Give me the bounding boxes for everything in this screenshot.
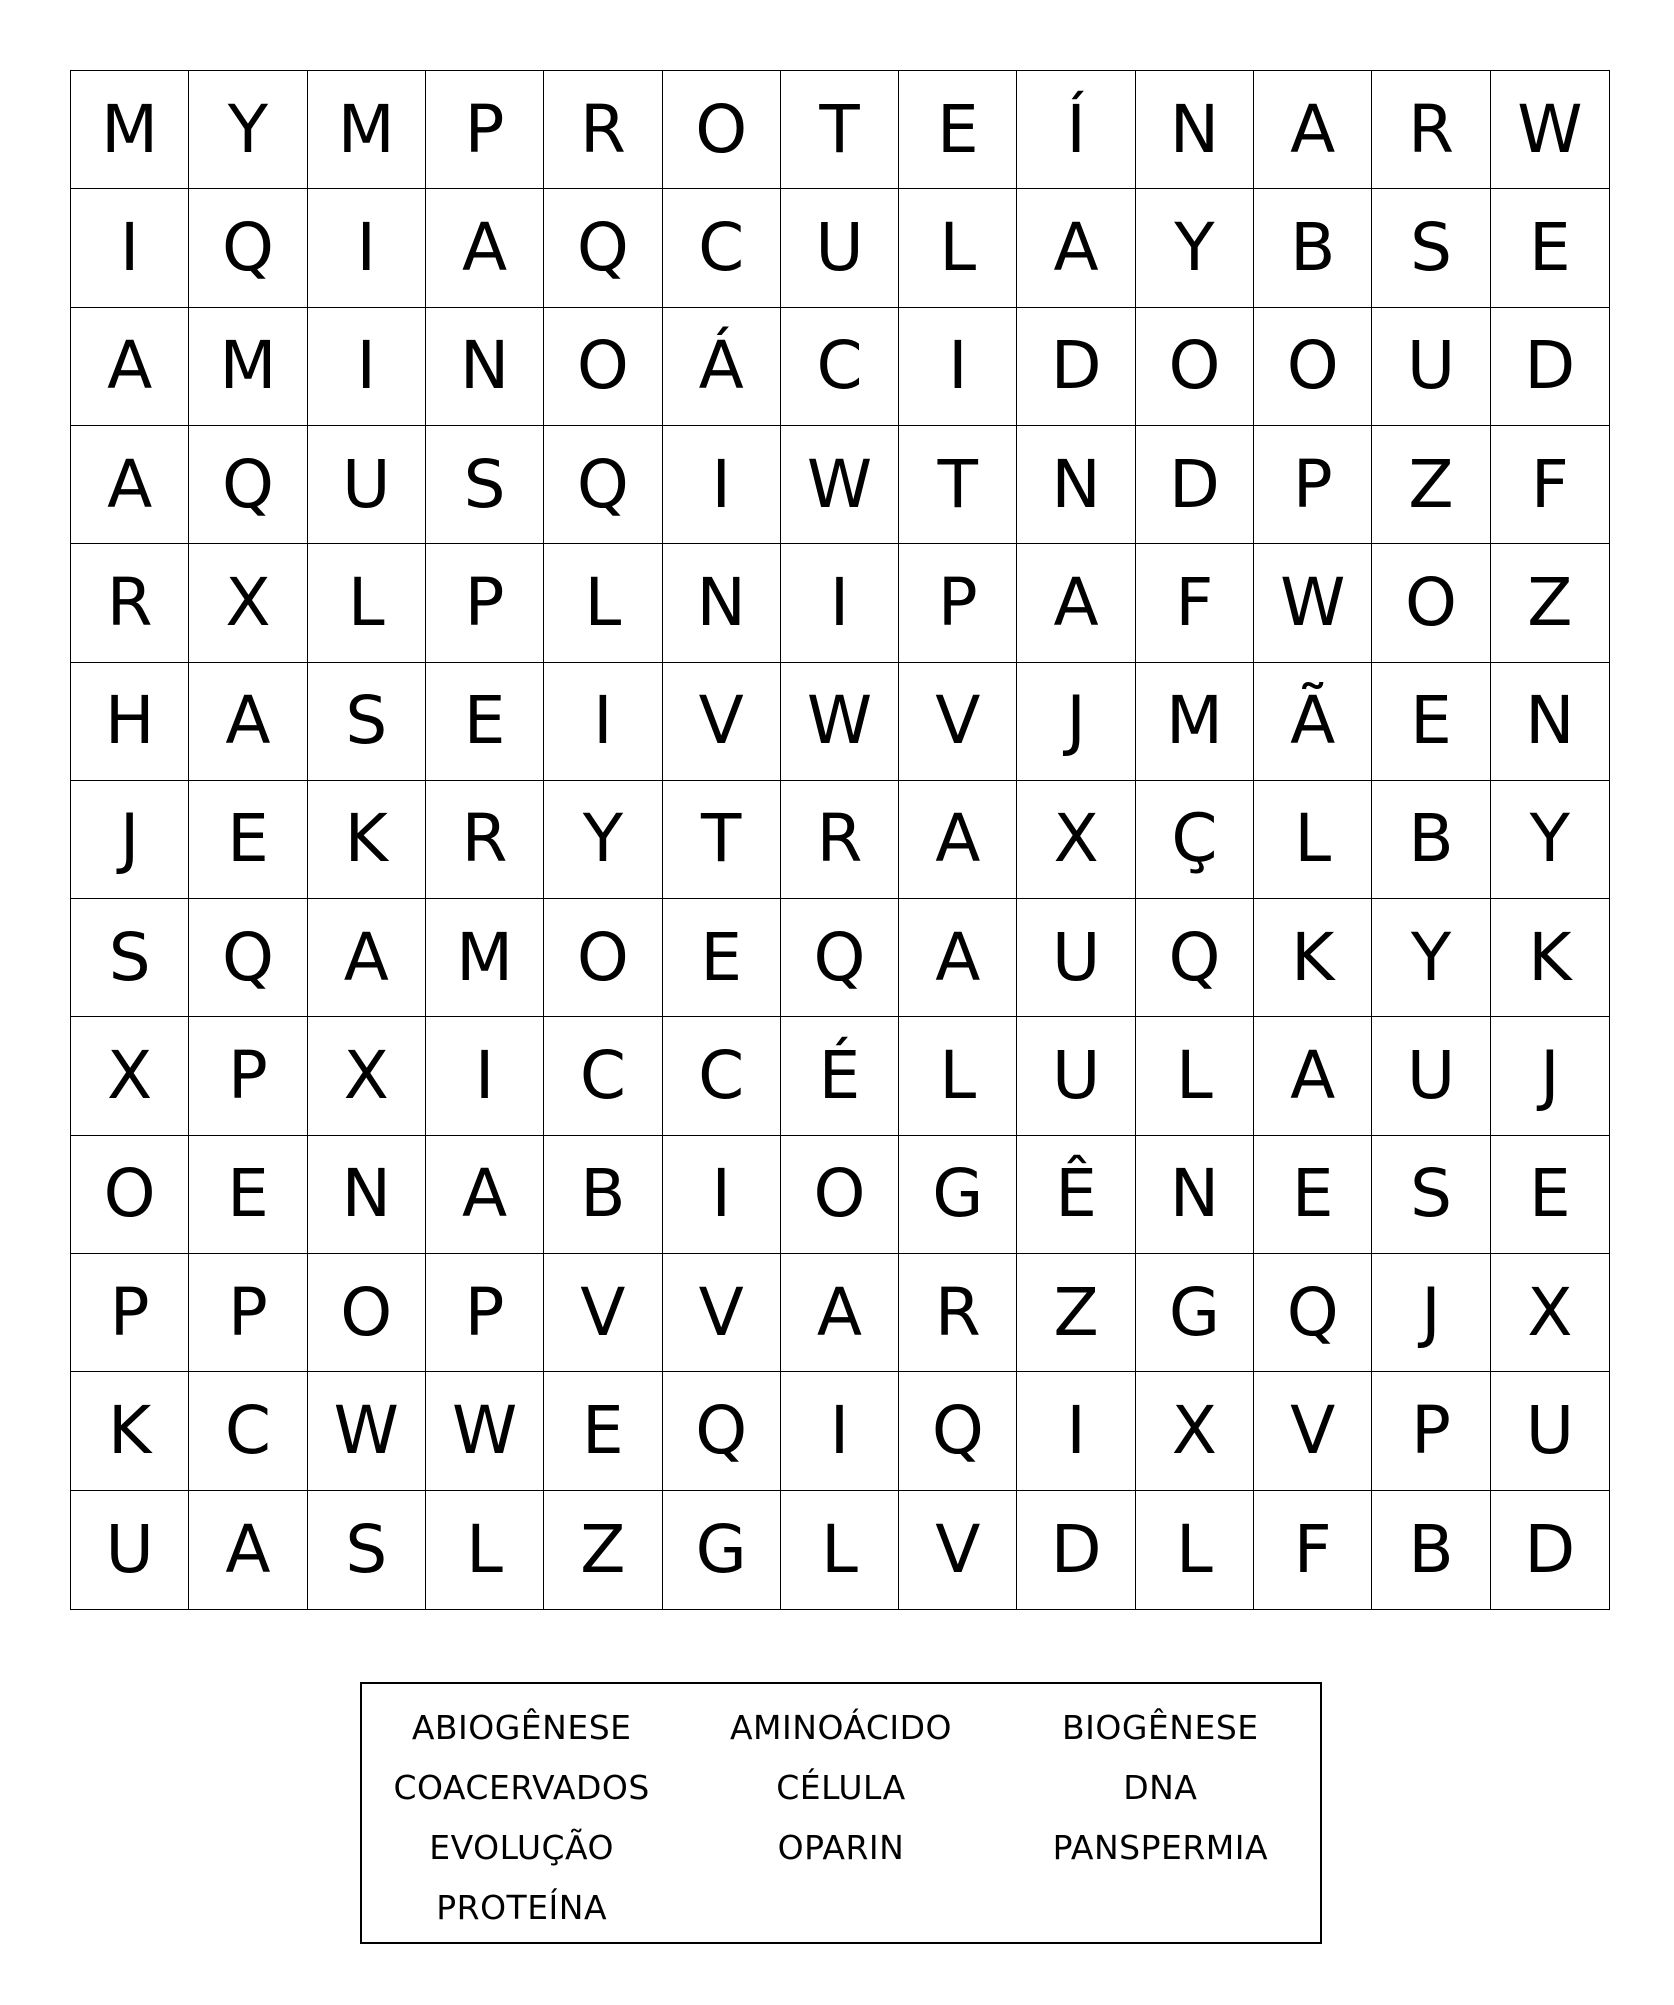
grid-cell[interactable]: J xyxy=(71,781,189,899)
word-bank xyxy=(360,1682,1322,1944)
word-bank-column xyxy=(681,1698,1000,1942)
word-bank-column xyxy=(362,1698,681,1942)
word-bank-word: CÉLULA xyxy=(776,1768,906,1807)
grid-cell[interactable]: N xyxy=(308,1136,426,1254)
grid-cell[interactable]: E xyxy=(1491,189,1609,307)
grid-cell[interactable]: A xyxy=(1254,71,1372,189)
grid-cell[interactable]: Z xyxy=(1017,1254,1135,1372)
grid-cell[interactable]: G xyxy=(899,1136,1017,1254)
grid-cell[interactable]: E xyxy=(899,71,1017,189)
grid-cell[interactable]: I xyxy=(781,1372,899,1490)
grid-cell[interactable]: P xyxy=(426,1254,544,1372)
grid-cell[interactable]: V xyxy=(1254,1372,1372,1490)
grid-cell[interactable]: K xyxy=(1254,899,1372,1017)
grid-cell[interactable]: X xyxy=(189,544,307,662)
grid-cell[interactable]: U xyxy=(1017,899,1135,1017)
grid-cell[interactable]: I xyxy=(308,308,426,426)
grid-cell[interactable]: I xyxy=(663,426,781,544)
grid-cell[interactable]: X xyxy=(1136,1372,1254,1490)
grid-cell[interactable]: R xyxy=(781,781,899,899)
grid-cell[interactable]: J xyxy=(1372,1254,1490,1372)
grid-cell[interactable]: K xyxy=(1491,899,1609,1017)
grid-cell[interactable]: L xyxy=(899,189,1017,307)
grid-cell[interactable]: Í xyxy=(1017,71,1135,189)
grid-cell[interactable]: I xyxy=(1017,1372,1135,1490)
word-bank-word: COACERVADOS xyxy=(393,1768,650,1807)
grid-cell[interactable]: Ç xyxy=(1136,781,1254,899)
grid-cell[interactable]: Q xyxy=(1254,1254,1372,1372)
grid-cell[interactable]: L xyxy=(1136,1017,1254,1135)
grid-cell[interactable]: G xyxy=(1136,1254,1254,1372)
grid-cell[interactable]: Q xyxy=(189,189,307,307)
grid-cell[interactable]: I xyxy=(781,544,899,662)
grid-cell[interactable]: V xyxy=(663,663,781,781)
grid-cell[interactable]: E xyxy=(663,899,781,1017)
grid-cell[interactable]: U xyxy=(781,189,899,307)
grid-cell[interactable]: M xyxy=(1136,663,1254,781)
word-bank-word: PANSPERMIA xyxy=(1052,1828,1269,1867)
grid-cell[interactable]: D xyxy=(1017,1491,1135,1609)
grid-cell[interactable]: N xyxy=(426,308,544,426)
grid-cell[interactable]: F xyxy=(1491,426,1609,544)
grid-cell[interactable]: T xyxy=(781,71,899,189)
grid-cell[interactable]: Z xyxy=(544,1491,662,1609)
grid-cell[interactable]: Y xyxy=(1491,781,1609,899)
grid-cell[interactable]: Á xyxy=(663,308,781,426)
grid-cell[interactable]: C xyxy=(663,1017,781,1135)
grid-cell[interactable]: S xyxy=(308,663,426,781)
grid-cell[interactable]: R xyxy=(426,781,544,899)
grid-cell[interactable]: K xyxy=(71,1372,189,1490)
grid-cell[interactable]: A xyxy=(426,1136,544,1254)
grid-cell[interactable]: Ã xyxy=(1254,663,1372,781)
grid-cell[interactable]: A xyxy=(308,899,426,1017)
grid-cell[interactable]: B xyxy=(544,1136,662,1254)
grid-cell[interactable]: U xyxy=(308,426,426,544)
word-bank-column xyxy=(1001,1698,1320,1942)
grid-cell[interactable]: I xyxy=(426,1017,544,1135)
grid-cell[interactable]: E xyxy=(189,781,307,899)
grid-cell[interactable]: R xyxy=(1372,71,1490,189)
grid-cell[interactable]: Y xyxy=(1372,899,1490,1017)
grid-cell[interactable]: M xyxy=(426,899,544,1017)
grid-cell[interactable]: M xyxy=(189,308,307,426)
grid-cell[interactable]: X xyxy=(308,1017,426,1135)
grid-cell[interactable]: L xyxy=(781,1491,899,1609)
grid-cell[interactable]: Q xyxy=(544,189,662,307)
grid-cell[interactable]: V xyxy=(899,1491,1017,1609)
grid-cell[interactable]: L xyxy=(544,544,662,662)
grid-cell[interactable]: W xyxy=(308,1372,426,1490)
grid-cell[interactable]: A xyxy=(189,663,307,781)
grid-cell[interactable]: O xyxy=(308,1254,426,1372)
grid-cell[interactable]: E xyxy=(426,663,544,781)
grid-cell[interactable]: N xyxy=(1136,71,1254,189)
grid-cell[interactable]: E xyxy=(1254,1136,1372,1254)
grid-cell[interactable]: S xyxy=(1372,189,1490,307)
grid-cell[interactable]: U xyxy=(1491,1372,1609,1490)
grid-cell[interactable]: N xyxy=(1136,1136,1254,1254)
grid-cell[interactable]: D xyxy=(1136,426,1254,544)
grid-cell[interactable]: L xyxy=(308,544,426,662)
grid-cell[interactable]: L xyxy=(1136,1491,1254,1609)
grid-cell[interactable]: V xyxy=(899,663,1017,781)
grid-cell[interactable]: P xyxy=(426,544,544,662)
grid-cell[interactable]: E xyxy=(189,1136,307,1254)
grid-cell[interactable]: O xyxy=(71,1136,189,1254)
grid-cell[interactable]: Z xyxy=(1372,426,1490,544)
grid-cell[interactable]: I xyxy=(544,663,662,781)
word-bank-word: AMINOÁCIDO xyxy=(729,1708,952,1747)
grid-cell[interactable]: P xyxy=(71,1254,189,1372)
grid-cell[interactable]: B xyxy=(1254,189,1372,307)
grid-cell[interactable]: Q xyxy=(189,899,307,1017)
grid-cell[interactable]: T xyxy=(663,781,781,899)
grid-cell[interactable]: A xyxy=(1254,1017,1372,1135)
grid-cell[interactable]: Q xyxy=(899,1372,1017,1490)
grid-cell[interactable]: A xyxy=(189,1491,307,1609)
grid-cell[interactable]: Q xyxy=(1136,899,1254,1017)
grid-cell[interactable]: D xyxy=(1524,1510,1576,1588)
grid-cell[interactable]: W xyxy=(781,663,899,781)
grid-cell[interactable]: U xyxy=(71,1491,189,1609)
grid-cell[interactable]: P xyxy=(1372,1372,1490,1490)
grid-cell[interactable]: I xyxy=(663,1136,781,1254)
grid-cell[interactable]: A xyxy=(899,781,1017,899)
grid-cell[interactable]: B xyxy=(1372,1491,1490,1609)
grid-cell[interactable]: Q xyxy=(189,426,307,544)
grid-cell[interactable]: A xyxy=(781,1254,899,1372)
grid-cell[interactable]: Q xyxy=(781,899,899,1017)
grid-cell[interactable]: E xyxy=(544,1372,662,1490)
grid-cell[interactable]: S xyxy=(1372,1136,1490,1254)
grid-cell[interactable]: A xyxy=(899,899,1017,1017)
grid-cell[interactable]: Y xyxy=(189,71,307,189)
grid-cell[interactable]: T xyxy=(899,426,1017,544)
grid-cell[interactable]: I xyxy=(308,189,426,307)
grid-cell[interactable]: Y xyxy=(544,781,662,899)
grid-cell[interactable]: Ê xyxy=(1017,1136,1135,1254)
grid-cell[interactable]: L xyxy=(899,1017,1017,1135)
grid-cell[interactable]: C xyxy=(663,189,781,307)
grid-cell[interactable]: E xyxy=(1372,663,1490,781)
grid-cell[interactable]: U xyxy=(1372,308,1490,426)
grid-cell[interactable]: N xyxy=(1017,426,1135,544)
grid-cell[interactable]: U xyxy=(1017,1017,1135,1135)
grid-cell[interactable]: A xyxy=(426,189,544,307)
word-bank-word: BIOGÊNESE xyxy=(1062,1708,1259,1747)
grid-cell[interactable]: S xyxy=(426,426,544,544)
grid-cell[interactable]: P xyxy=(189,1254,307,1372)
grid-cell[interactable]: D xyxy=(1017,308,1135,426)
word-bank-word: EVOLUÇÃO xyxy=(429,1828,615,1867)
grid-cell[interactable]: S xyxy=(308,1491,426,1609)
grid-cell[interactable]: O xyxy=(781,1136,899,1254)
word-bank-word: OPARIN xyxy=(777,1828,905,1867)
grid-cell[interactable]: W xyxy=(781,426,899,544)
grid-cell[interactable]: Z xyxy=(1491,544,1609,662)
grid-cell[interactable]: J xyxy=(1491,1017,1609,1135)
grid-cell[interactable]: W xyxy=(1254,544,1372,662)
grid-cell[interactable]: K xyxy=(308,781,426,899)
grid-cell[interactable]: Y xyxy=(1136,189,1254,307)
grid-cell[interactable]: A xyxy=(1017,189,1135,307)
grid-cell[interactable]: J xyxy=(1017,663,1135,781)
grid-cell[interactable]: O xyxy=(1136,308,1254,426)
word-bank-word: ABIOGÊNESE xyxy=(411,1708,632,1747)
grid-cell[interactable]: B xyxy=(1372,781,1490,899)
grid-cell[interactable]: W xyxy=(1491,71,1609,189)
grid-cell[interactable]: F xyxy=(1136,544,1254,662)
grid-cell[interactable]: R xyxy=(544,71,662,189)
grid-cell[interactable]: N xyxy=(663,544,781,662)
grid-cell[interactable]: É xyxy=(781,1017,899,1135)
grid-cell[interactable]: M xyxy=(71,71,189,189)
grid-cell[interactable]: P xyxy=(426,71,544,189)
grid-cell[interactable]: I xyxy=(71,189,189,307)
grid-cell[interactable]: C xyxy=(189,1372,307,1490)
grid-cell[interactable]: G xyxy=(663,1491,781,1609)
grid-cell[interactable]: O xyxy=(1254,308,1372,426)
grid-cell[interactable]: R xyxy=(71,544,189,662)
grid-cell[interactable]: I xyxy=(899,308,1017,426)
grid-cell[interactable]: M xyxy=(308,71,426,189)
grid-cell[interactable]: V xyxy=(544,1254,662,1372)
grid-cell[interactable]: R xyxy=(899,1254,1017,1372)
grid-cell[interactable]: D xyxy=(1491,308,1609,426)
grid-cell[interactable]: N xyxy=(1491,663,1609,781)
grid-cell[interactable]: U xyxy=(1372,1017,1490,1135)
word-bank-word: DNA xyxy=(1123,1768,1198,1807)
grid-cell[interactable]: Q xyxy=(544,426,662,544)
grid-cell[interactable]: O xyxy=(663,71,781,189)
grid-cell[interactable]: V xyxy=(663,1254,781,1372)
grid-cell[interactable]: E xyxy=(1491,1136,1609,1254)
grid-cell[interactable]: P xyxy=(1254,426,1372,544)
grid-cell[interactable]: F xyxy=(1254,1491,1372,1609)
grid-cell[interactable]: L xyxy=(1254,781,1372,899)
grid-cell[interactable]: Q xyxy=(663,1372,781,1490)
grid-cell[interactable]: X xyxy=(1017,781,1135,899)
grid-cell[interactable]: X xyxy=(1491,1254,1609,1372)
word-bank-word: PROTEÍNA xyxy=(436,1888,608,1927)
grid-cell[interactable]: W xyxy=(426,1372,544,1490)
grid-cell[interactable]: H xyxy=(71,663,189,781)
grid-cell[interactable]: P xyxy=(899,544,1017,662)
grid-cell[interactable]: S xyxy=(71,899,189,1017)
grid-cell[interactable]: A xyxy=(1017,544,1135,662)
grid-cell[interactable]: L xyxy=(426,1491,544,1609)
grid-cell[interactable]: C xyxy=(781,308,899,426)
grid-cell[interactable]: O xyxy=(544,308,662,426)
grid-cell[interactable]: O xyxy=(1372,544,1490,662)
grid-cell[interactable]: X xyxy=(71,1017,189,1135)
grid-cell[interactable]: C xyxy=(544,1017,662,1135)
grid-cell[interactable]: A xyxy=(71,308,189,426)
word-search-grid xyxy=(70,70,1610,1610)
grid-cell[interactable]: P xyxy=(189,1017,307,1135)
grid-cell[interactable]: O xyxy=(544,899,662,1017)
grid-cell[interactable]: A xyxy=(71,426,189,544)
